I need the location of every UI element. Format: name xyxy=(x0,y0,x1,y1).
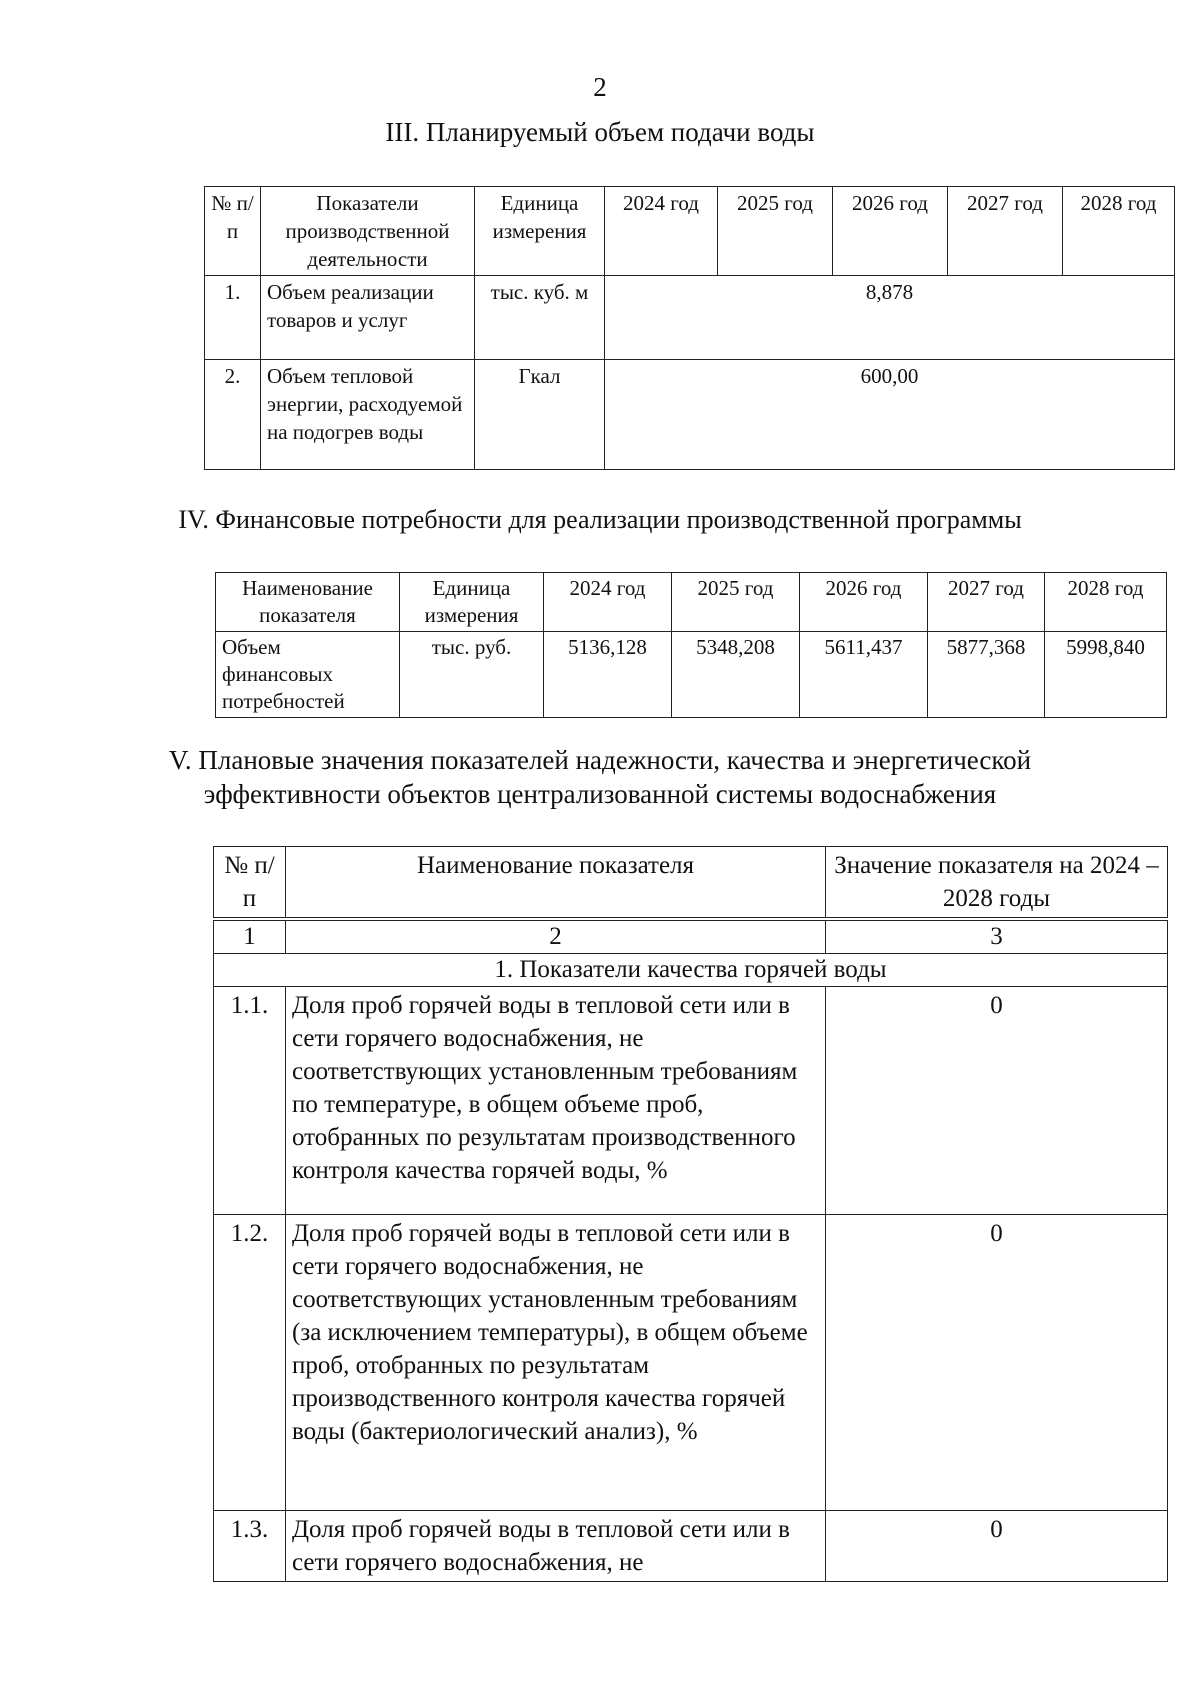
row-num: 1.3. xyxy=(214,1511,286,1582)
value-2027: 5877,368 xyxy=(928,632,1045,718)
row-indicator: Объем реализации товаров и услуг xyxy=(261,276,475,360)
group-row xyxy=(214,954,1168,987)
row-text: Доля проб горячей воды в тепловой сети или в сети горячего водоснабжения, не xyxy=(286,1511,826,1582)
col-header-2025: 2025 год xyxy=(672,573,800,632)
col-header-name: Наименование показателя xyxy=(216,573,400,632)
col-header-num: № п/п xyxy=(205,187,261,276)
section4-title: IV. Финансовые потребности для реализации производственной программы xyxy=(178,505,1022,534)
col-header-2028: 2028 год xyxy=(1045,573,1167,632)
row-value: 0 xyxy=(826,1511,1168,1582)
row-value: 0 xyxy=(826,987,1168,1215)
value-2026: 5611,437 xyxy=(800,632,928,718)
row-unit: Гкал xyxy=(475,360,605,470)
value-2028: 5998,840 xyxy=(1045,632,1167,718)
row-text: Доля проб горячей воды в тепловой сети или в сети горячего водоснабжения, не соответствующих установленным требованиям (за исключением температуры), в общем объеме проб, отобранных по результатам производственного контроля качества горячей воды (бактериологический анализ), % xyxy=(286,1215,826,1511)
col-header-2027: 2027 год xyxy=(928,573,1045,632)
row-num: 1.2. xyxy=(214,1215,286,1511)
table-header-row xyxy=(205,187,1175,276)
column-number-row xyxy=(214,919,1168,954)
section5-title-line1: V. Плановые значения показателей надежности, качества и энергетической xyxy=(168,745,1032,775)
table-row xyxy=(216,632,1167,718)
row-num: 1. xyxy=(205,276,261,360)
col-header-num: № п/п xyxy=(214,847,286,920)
value-2025: 5348,208 xyxy=(672,632,800,718)
col-header-2026: 2026 год xyxy=(800,573,928,632)
col-header-2027: 2027 год xyxy=(948,187,1063,276)
col-number-2: 2 xyxy=(286,919,826,954)
col-header-2028: 2028 год xyxy=(1063,187,1175,276)
table-row xyxy=(205,360,1175,470)
financial-needs-table xyxy=(215,572,1167,718)
table-header-row xyxy=(216,573,1167,632)
planned-water-supply-table xyxy=(204,186,1175,470)
col-header-2026: 2026 год xyxy=(833,187,948,276)
row-indicator: Объем тепловой энергии, расходуемой на подогрев воды xyxy=(261,360,475,470)
col-header-value: Значение показателя на 2024 – 2028 годы xyxy=(826,847,1168,920)
table-header-row xyxy=(214,847,1168,920)
section3-title: III. Планируемый объем подачи воды xyxy=(385,117,815,147)
row-value: 0 xyxy=(826,1215,1168,1511)
row-text: Доля проб горячей воды в тепловой сети или в сети горячего водоснабжения, не соответствующих установленным требованиям по температуре, в общем объеме проб, отобранных по результатам производственного контроля качества горячей воды, % xyxy=(286,987,826,1215)
table-row xyxy=(214,1215,1168,1511)
col-number-3: 3 xyxy=(826,919,1168,954)
table-row xyxy=(205,276,1175,360)
col-number-1: 1 xyxy=(214,919,286,954)
value-2024: 5136,128 xyxy=(544,632,672,718)
table-row xyxy=(214,987,1168,1215)
row-name: Объем финансовых потребностей xyxy=(216,632,400,718)
col-header-unit: Единица измерения xyxy=(400,573,544,632)
row-unit: тыс. куб. м xyxy=(475,276,605,360)
col-header-2024: 2024 год xyxy=(605,187,718,276)
col-header-2025: 2025 год xyxy=(718,187,833,276)
row-num: 1.1. xyxy=(214,987,286,1215)
col-header-2024: 2024 год xyxy=(544,573,672,632)
row-num: 2. xyxy=(205,360,261,470)
col-header-name: Наименование показателя xyxy=(286,847,826,920)
row-value: 8,878 xyxy=(605,276,1175,360)
row-unit: тыс. руб. xyxy=(400,632,544,718)
table-row xyxy=(214,1511,1168,1582)
group-title: 1. Показатели качества горячей воды xyxy=(214,954,1168,987)
row-value: 600,00 xyxy=(605,360,1175,470)
section5-title-line2: эффективности объектов централизованной системы водоснабжения xyxy=(203,779,997,809)
col-header-indicator: Показатели производственной деятельности xyxy=(261,187,475,276)
page-number: 2 xyxy=(593,72,607,102)
indicators-table xyxy=(213,846,1168,1582)
col-header-unit: Единица измерения xyxy=(475,187,605,276)
